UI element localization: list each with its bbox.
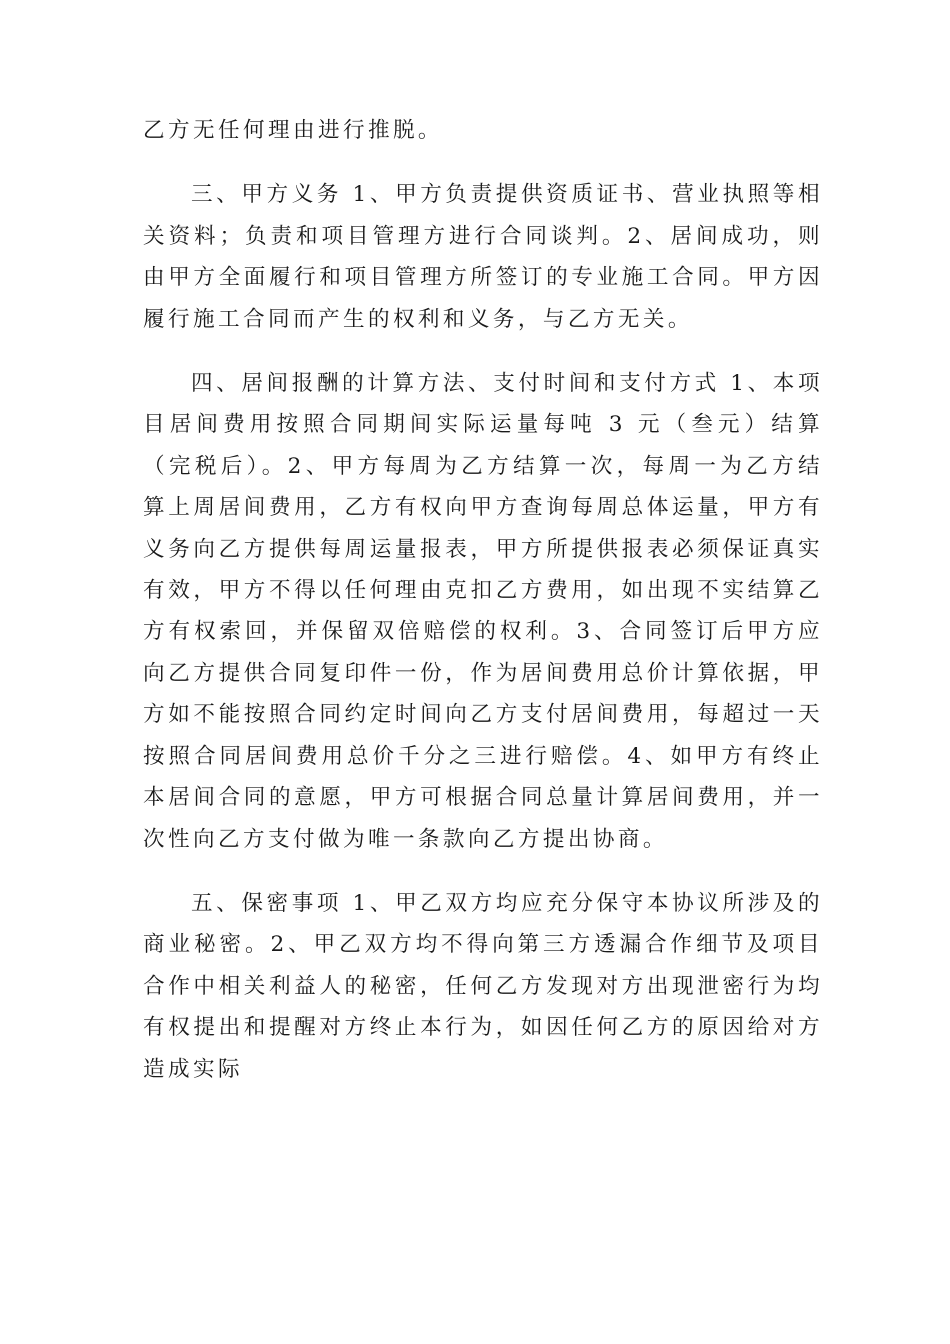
- paragraph-commission-payment: 四、居间报酬的计算方法、支付时间和支付方式 1、本项目居间费用按照合同期间实际运量每吨 3 元（叁元）结算（完税后）。2、甲方每周为乙方结算一次，每周一为乙方结算上周居间费用，乙方有权向甲方查询每周总体运量，甲方有义务向乙方提供每周运量报表，甲方所提供报表必须保证真实有效，甲方不得以任何理由克扣乙方费用，如出现不实结算乙方有权索回，并保留双倍赔偿的权利。3、合同签订后甲方应向乙方提供合同复印件一份，作为居间费用总价计算依据，甲方如不能按照合同约定时间向乙方支付居间费用，每超过一天按照合同居间费用总价千分之三进行赔偿。4、如甲方有终止本居间合同的意愿，甲方可根据合同总量计算居间费用，并一次性向乙方支付做为唯一条款向乙方提出协商。: [143, 371, 823, 852]
- paragraph-continuation: 乙方无任何理由进行推脱。: [143, 118, 443, 143]
- document-body: [143, 110, 823, 1090]
- paragraph-party-a-obligations: 三、甲方义务 1、甲方负责提供资质证书、营业执照等相关资料；负责和项目管理方进行合同谈判。2、居间成功，则由甲方全面履行和项目管理方所签订的专业施工合同。甲方因履行施工合同而产生的权利和义务，与乙方无关。: [143, 182, 823, 332]
- paragraph-confidentiality: 五、保密事项 1、甲乙双方均应充分保守本协议所涉及的商业秘密。2、甲乙双方均不得向第三方透漏合作细节及项目合作中相关利益人的秘密，任何乙方发现对方出现泄密行为均有权提出和提醒对方终止本行为，如因任何乙方的原因给对方造成实际: [143, 890, 823, 1082]
